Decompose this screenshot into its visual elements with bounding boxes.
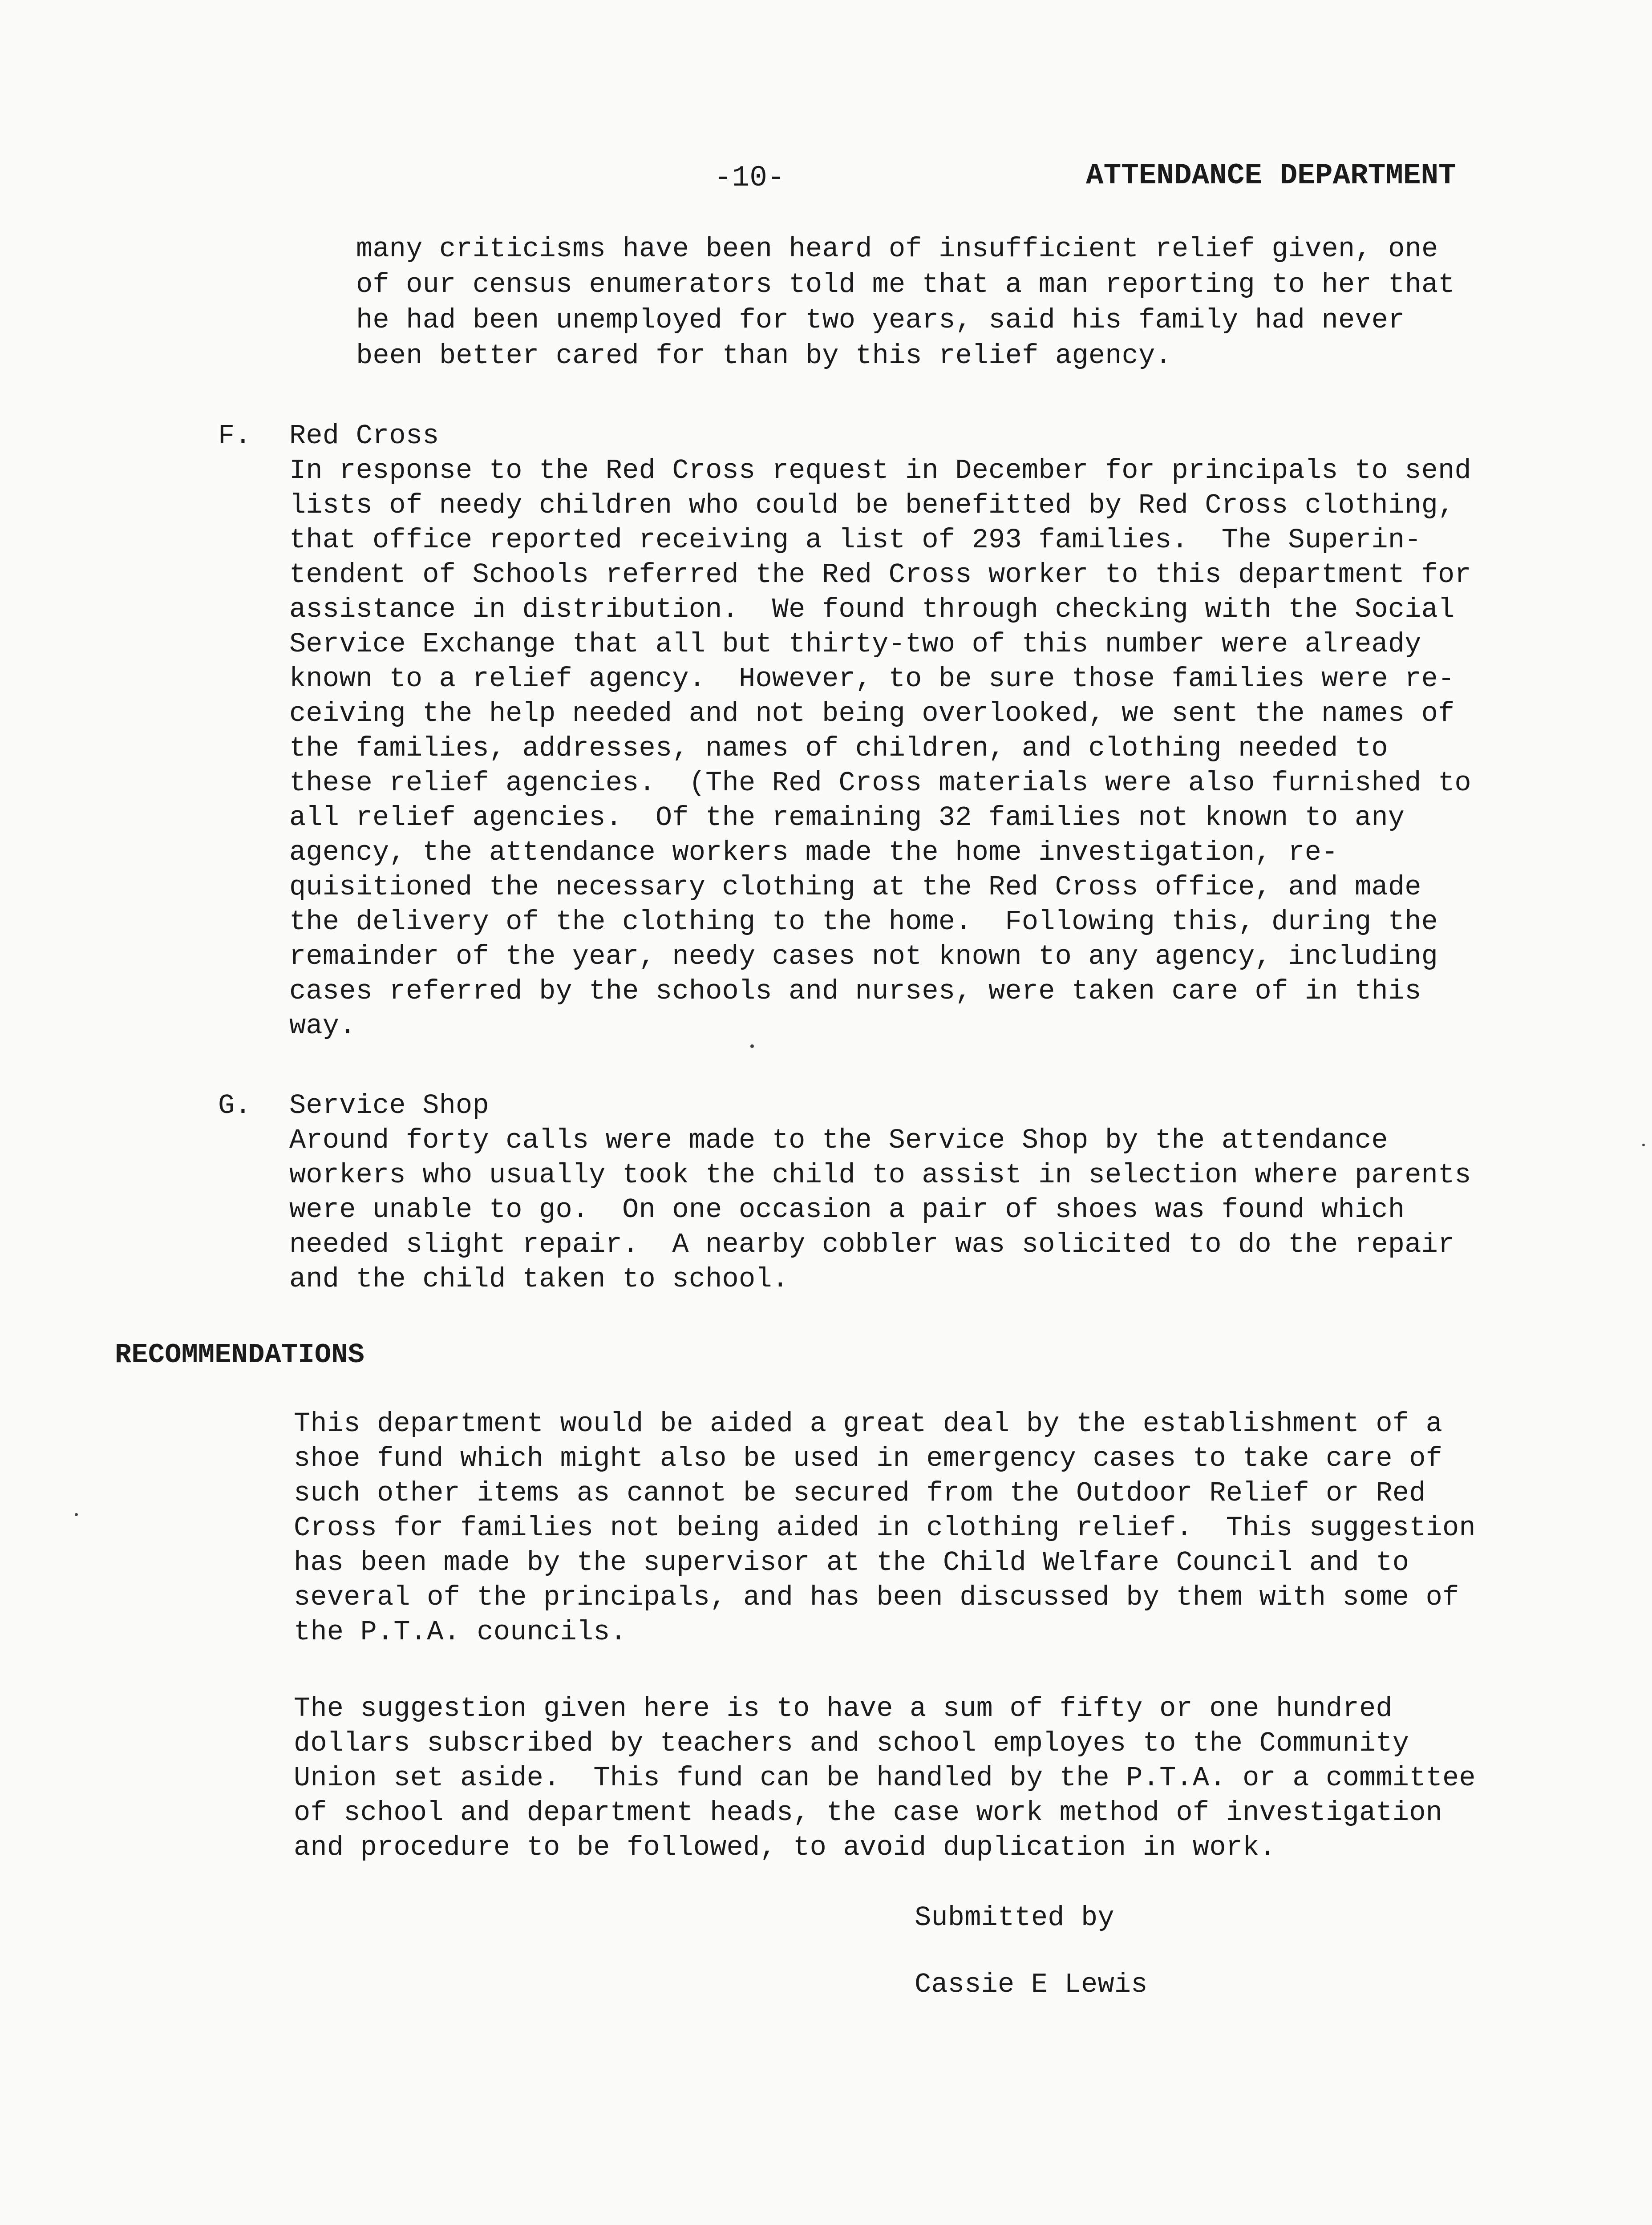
section-f-line: Service Exchange that all but thirty-two of this number were already [289, 628, 1421, 660]
section-f-line: ceiving the help needed and not being overlooked, we sent the names of [289, 698, 1455, 729]
section-f-title: Red Cross [289, 420, 439, 452]
section-f-line: the delivery of the clothing to the home. Following this, during the [289, 906, 1438, 938]
section-g-title: Service Shop [289, 1090, 489, 1121]
page-number: -10- [714, 161, 785, 194]
recommendation-line: such other items as cannot be secured from the Outdoor Relief or Red [294, 1477, 1426, 1509]
recommendation-line: dollars subscribed by teachers and school employes to the Community [294, 1727, 1409, 1759]
submitted-by-label: Submitted by [915, 1902, 1114, 1934]
recommendation-line: and procedure to be followed, to avoid duplication in work. [294, 1832, 1276, 1863]
section-f-line: all relief agencies. Of the remaining 32 families not known to any [289, 802, 1405, 833]
recommendation-line: shoe fund which might also be used in emergency cases to take care of [294, 1443, 1443, 1474]
section-f-line: tendent of Schools referred the Red Cross worker to this department for [289, 559, 1471, 591]
department-heading: ATTENDANCE DEPARTMENT [1086, 159, 1456, 192]
section-f-line: quisitioned the necessary clothing at the Red Cross office, and made [289, 871, 1421, 903]
section-f-line: In response to the Red Cross request in December for principals to send [289, 455, 1471, 486]
recommendations-heading: RECOMMENDATIONS [115, 1339, 365, 1371]
section-g-letter: G. [218, 1090, 251, 1121]
section-f-line: that office reported receiving a list of 293 families. The Superin- [289, 524, 1421, 556]
section-f-line: cases referred by the schools and nurses, were taken care of in this [289, 975, 1421, 1007]
signer-name: Cassie E Lewis [915, 1969, 1148, 2000]
scan-speck [1642, 1144, 1645, 1146]
recommendation-line: Cross for families not being aided in clothing relief. This suggestion [294, 1512, 1476, 1544]
recommendation-line: This department would be aided a great deal by the establishment of a [294, 1408, 1443, 1440]
section-g-line: and the child taken to school. [289, 1263, 789, 1295]
recommendation-line: several of the principals, and has been discussed by them with some of [294, 1582, 1459, 1613]
intro-line: many criticisms have been heard of insufficient relief given, one [356, 233, 1438, 265]
section-g-line: workers who usually took the child to assist in selection where parents [289, 1159, 1471, 1191]
intro-line: been better cared for than by this relief agency. [356, 340, 1172, 372]
recommendation-line: Union set aside. This fund can be handled by the P.T.A. or a committee [294, 1762, 1476, 1794]
intro-line: of our census enumerators told me that a man reporting to her that [356, 269, 1455, 300]
section-f-line: agency, the attendance workers made the home investigation, re- [289, 837, 1338, 868]
section-g-line: Around forty calls were made to the Service Shop by the attendance [289, 1125, 1388, 1156]
recommendation-line: of school and department heads, the case work method of investigation [294, 1797, 1443, 1829]
scan-speck [75, 1513, 78, 1516]
recommendation-line: The suggestion given here is to have a sum of fifty or one hundred [294, 1693, 1393, 1724]
intro-line: he had been unemployed for two years, said his family had never [356, 304, 1405, 336]
scan-speck [750, 1044, 754, 1048]
section-f-line: way. [289, 1010, 356, 1042]
section-f-line: known to a relief agency. However, to be sure those families were re- [289, 663, 1455, 695]
recommendation-line: has been made by the supervisor at the Child Welfare Council and to [294, 1547, 1409, 1578]
section-f-line: assistance in distribution. We found through checking with the Social [289, 594, 1455, 625]
section-f-line: these relief agencies. (The Red Cross materials were also furnished to [289, 767, 1471, 799]
section-g-line: were unable to go. On one occasion a pair of shoes was found which [289, 1194, 1405, 1226]
section-g-line: needed slight repair. A nearby cobbler was solicited to do the repair [289, 1229, 1455, 1260]
section-f-line: lists of needy children who could be benefitted by Red Cross clothing, [289, 490, 1455, 521]
recommendation-line: the P.T.A. councils. [294, 1616, 627, 1648]
section-f-line: the families, addresses, names of children, and clothing needed to [289, 732, 1388, 764]
section-f-letter: F. [218, 420, 251, 452]
section-f-line: remainder of the year, needy cases not known to any agency, including [289, 941, 1438, 972]
